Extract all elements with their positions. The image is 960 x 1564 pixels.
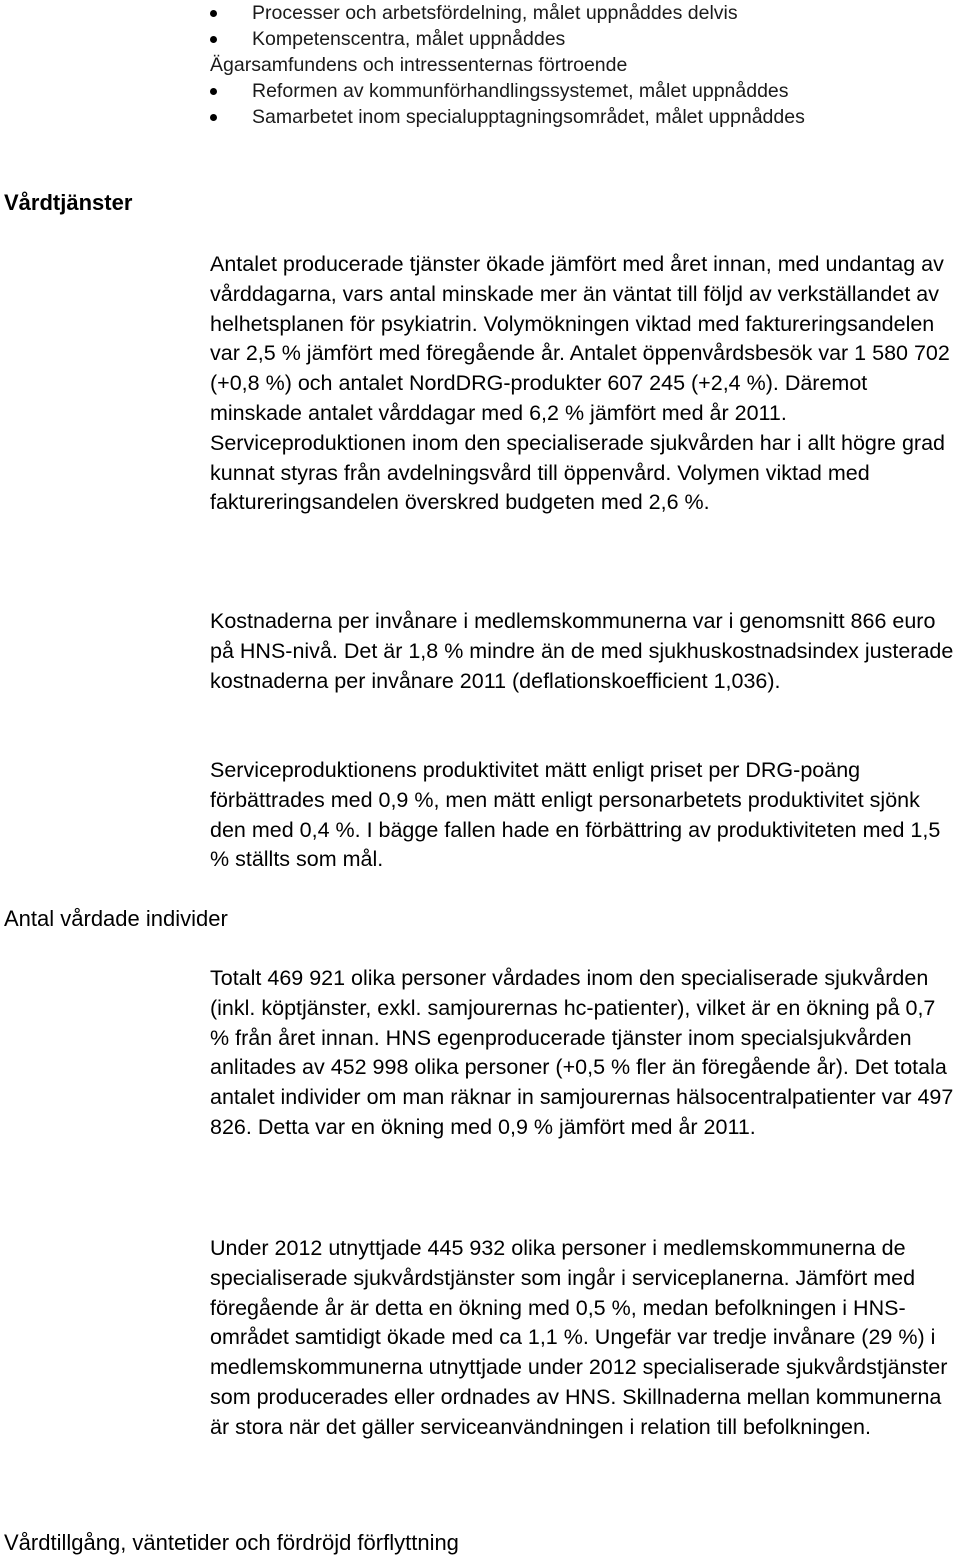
antal-paragraph-1: Totalt 469 921 olika personer vårdades inom den specialiserade sjukvården (inkl. köptjänster, exkl. samjourernas hc-patienter), vilket är en ökning på 0,7 % från året innan. HNS egenproducerade tjänster inom specialsjukvården anlitades av 452 998 olika personer (+0,5 % fler än föregående år). Det totala antalet individer om man räknar in samjourernas hälsocentralpatienter var 497 826. Detta var en ökning med 0,9 % jämfört med år 2011. [210,966,954,1139]
bullet-text: Reformen av kommunförhandlingssystemet, målet uppnåddes [252,80,789,102]
antal-paragraph-2: Under 2012 utnyttjade 445 932 olika personer i medlemskommunerna de specialiserade sjukvårdstjänster som ingår i serviceplanerna. Jämfört med föregående år är detta en ökning med 0,5 %, medan befolkningen i HNS-området samtidigt ökade med ca 1,1 %. Ungefär var tredje invånare (29 %) i medlemskommunerna utnyttjade under 2012 specialiserade sjukvårdstjänster som producerades eller ordnades av HNS. Skillnaderna mellan kommunerna är stora när det gäller serviceanvändningen i relation till befolkningen. [210,1236,948,1439]
bullet-dot-icon [210,88,217,95]
vardtjanster-paragraph-1: Antalet producerade tjänster ökade jämfört med året innan, med undantag av vårddagarna, vars antal minskade mer än väntat till följd av verkställandet av helhetsplanen för psykiatrin. Volymökningen viktad med faktureringsandelen var 2,5 % jämfört med föregående år. Antalet öppenvårdsbesök var 1 580 702 (+0,8 %) och antalet NordDRG-produkter 607 245 (+2,4 %). Däremot minskade antalet vårddagar med 6,2 % jämfört med år 2011. Serviceproduktionen inom den specialiserade sjukvården har i allt högre grad kunnat styras från avdelningsvård till öppenvård. Volymen viktad med faktureringsandelen överskred budgeten med 2,6 %. [210,252,950,515]
vardtjanster-paragraph-3: Serviceproduktionens produktivitet mätt enligt priset per DRG-poäng förbättrades med 0,9 %, men mätt enligt personarbetets produktivitet sjönk den med 0,4 %. I bägge fallen hade en förbättring av produktiviteten med 1,5 % ställts som mål. [210,758,941,872]
bullet-text: Kompetenscentra, målet uppnåddes [252,28,566,50]
vardtjanster-paragraph-2: Kostnaderna per invånare i medlemskommunerna var i genomsnitt 866 euro på HNS-nivå. Det är 1,8 % mindre än de med sjukhuskostnadsindex justerade kostnaderna per invånare 2011 (deflationskoefficient 1,036). [210,609,954,693]
section-heading-vardtillgang: Vårdtillgång, väntetider och fördröjd förflyttning [4,1530,459,1555]
bullet-dot-icon [210,36,217,43]
bullet-text: Samarbetet inom specialupptagningsområdet, målet uppnåddes [252,106,805,128]
list-text: Ägarsamfundens och intressenternas förtroende [210,54,628,76]
bullet-dot-icon [210,114,217,121]
section-heading-vardtjanster: Vårdtjänster [4,190,133,215]
bullet-dot-icon [210,10,217,17]
side-label-antal-vardade: Antal vårdade individer [4,906,228,931]
bullet-text: Processer och arbetsfördelning, målet uppnåddes delvis [252,2,738,24]
